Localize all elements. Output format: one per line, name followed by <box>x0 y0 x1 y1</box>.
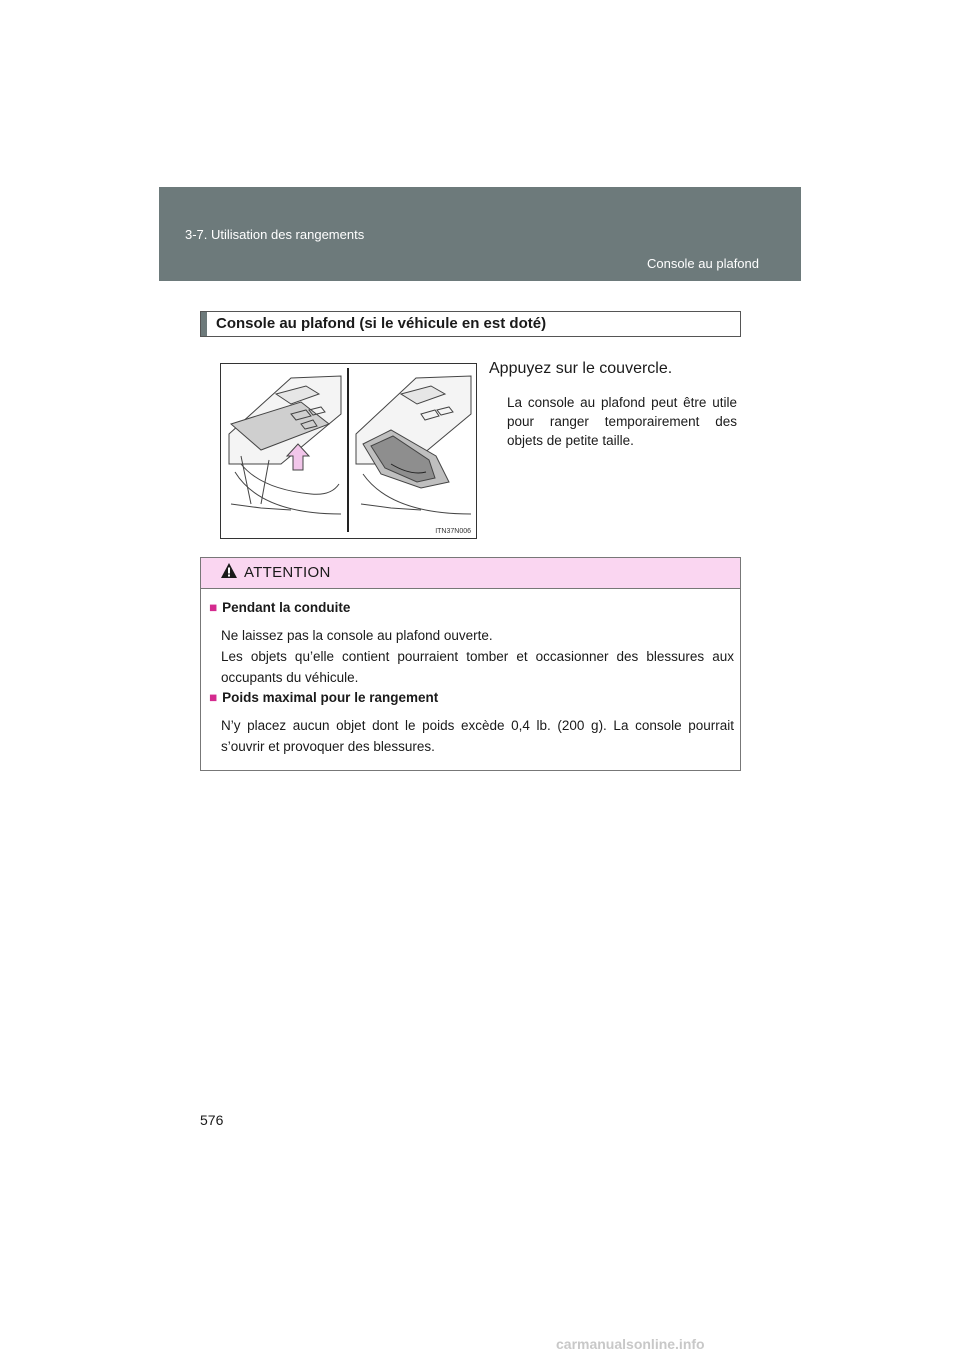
instruction-text: Appuyez sur le couvercle. <box>489 360 673 377</box>
attention-item-text: N’y placez aucun objet dont le poids excède 0,4 lb. (200 g). La console pourrait s’ouvrir et provoquer des blessures. <box>221 718 734 754</box>
section-title-accent <box>201 312 207 336</box>
section-label: Console au plafond <box>646 256 759 271</box>
attention-item-title: ■ Pendant la conduite <box>209 600 351 615</box>
description-text: La console au plafond peut être utile pour ranger temporairement des objets de petite taille. <box>507 395 737 448</box>
attention-item-text: Les objets qu’elle contient pourraient tomber et occasionner des blessures aux occupants du véhicule. <box>221 649 734 685</box>
section-title: Console au plafond (si le véhicule en est doté) <box>216 315 547 332</box>
attention-item-title: ■ Poids maximal pour le rangement <box>209 690 439 705</box>
warning-icon <box>220 562 238 579</box>
attention-box <box>200 557 741 771</box>
header-band <box>159 187 801 281</box>
page-number: 576 <box>200 1112 224 1128</box>
chapter-label: 3-7. Utilisation des rangements <box>185 227 365 242</box>
section-title-bar <box>200 311 741 337</box>
square-bullet-icon: ■ <box>209 600 218 615</box>
figure-code: ITN37N006 <box>435 528 471 535</box>
watermark-link[interactable]: carmanualsonline.info <box>556 1336 705 1352</box>
console-drawing <box>221 364 476 538</box>
console-illustration <box>220 363 477 539</box>
square-bullet-icon: ■ <box>209 690 218 705</box>
attention-label: ATTENTION <box>244 564 331 581</box>
attention-item-text: Ne laissez pas la console au plafond ouverte. <box>221 628 493 643</box>
attention-header <box>201 558 740 589</box>
